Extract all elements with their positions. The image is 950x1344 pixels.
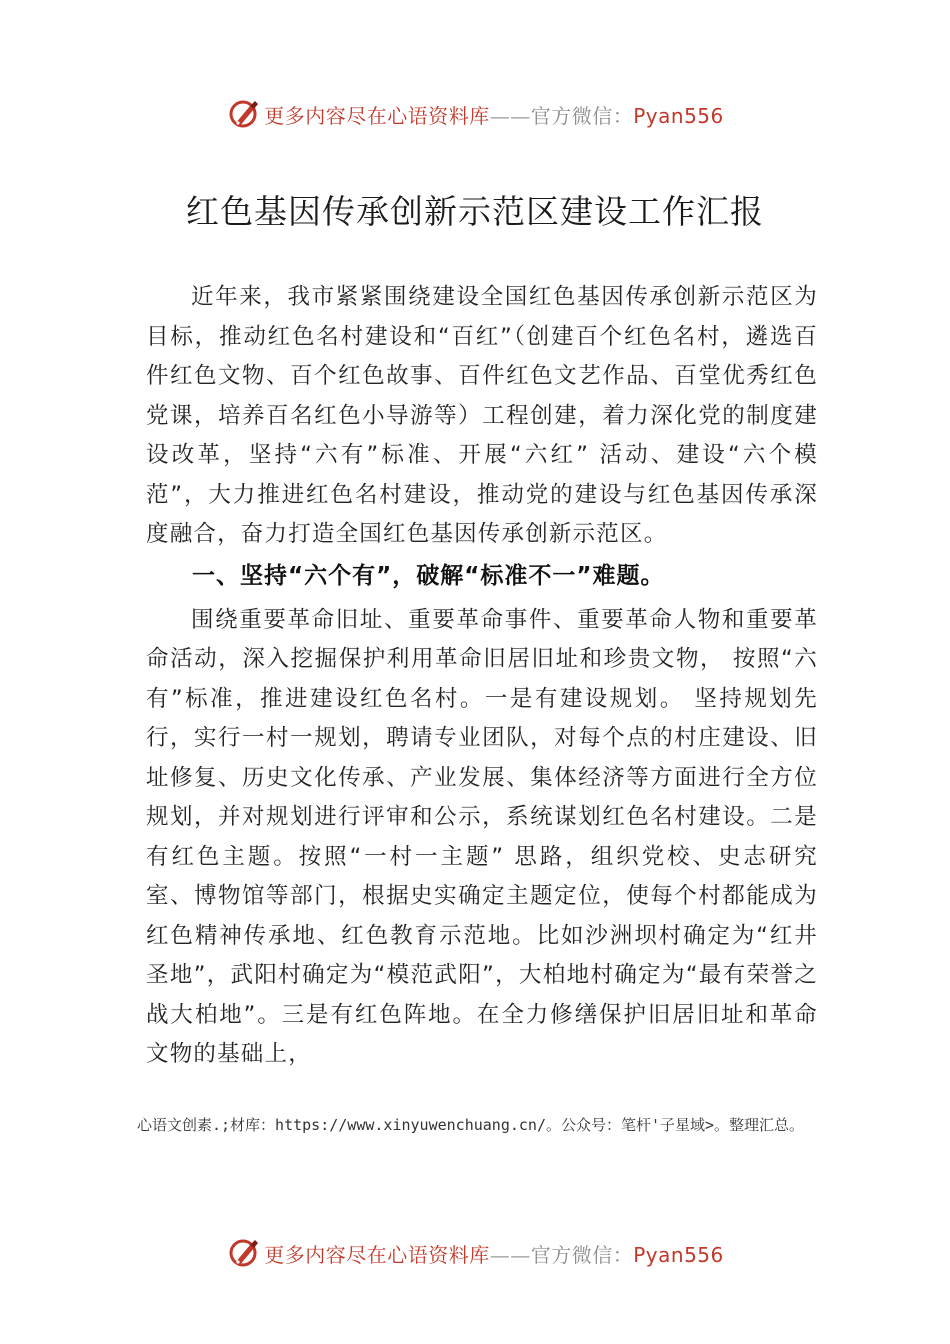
pen-nib-logo-icon	[226, 96, 262, 132]
banner-main-text: 更多内容尽在心语资料库	[264, 1242, 490, 1267]
banner-text	[264, 100, 724, 129]
banner-wechat-id: Pyan556	[633, 103, 724, 128]
banner-main-text: 更多内容尽在心语资料库	[264, 103, 490, 128]
banner-wechat-label: 官方微信：	[530, 1242, 634, 1267]
banner-dash: ——	[489, 1242, 531, 1267]
pen-nib-logo-icon	[226, 1235, 262, 1271]
header-banner	[0, 94, 950, 134]
banner-dash: ——	[489, 103, 531, 128]
paragraph-section-1: 围绕重要革命旧址、重要革命事件、重要革命人物和重要革命活动，深入挖掘保护利用革命旧居旧址和珍贵文物， 按照“六有”标准，推进建设红色名村。一是有建设规划。 坚持规划先行，实行一村一规划，聘请专业团队，对每个点的村庄建设、旧址修复、历史文化传承、产业发展、集体经济等方面进行全方位规划，并对规划进行评审和公示，系统谋划红色名村建设。二是有红色主题。按照“一村一主题” 思路，组织党校、史志研究室、博物馆等部门，根据史实确定主题定位，使每个村都能成为红色精神传承地、红色教育示范地。比如沙洲坝村确定为“红井圣地”，武阳村确定为“模范武阳”，大柏地村确定为“最有荣誉之战大柏地”。三是有红色阵地。在全力修缮保护旧居旧址和革命文物的基础上，	[146, 606, 818, 1067]
document-body	[146, 278, 818, 1075]
document-title: 红色基因传承创新示范区建设工作汇报	[186, 192, 764, 231]
banner-text	[264, 1239, 724, 1268]
section-heading-1: 一、坚持“六个有”，破解“标准不一”难题。	[192, 562, 665, 589]
footer-banner	[0, 1233, 950, 1273]
banner-wechat-id: Pyan556	[633, 1242, 724, 1267]
source-footnote: 心语文创素.;材库：https://www.xinyuwenchuang.cn/。公众号：笔杆'子星域>。整理汇总。	[137, 1116, 805, 1134]
banner-wechat-label: 官方微信：	[530, 103, 634, 128]
paragraph-intro: 近年来，我市紧紧围绕建设全国红色基因传承创新示范区为目标，推动红色名村建设和“百红”（创建百个红色名村，遴选百件红色文物、百个红色故事、百件红色文艺作品、百堂优秀红色党课，培养百名红色小导游等）工程创建，着力深化党的制度建设改革，坚持“六有”标准、开展“六红” 活动、建设“六个模范”，大力推进红色名村建设，推动党的建设与红色基因传承深度融合，奋力打造全国红色基因传承创新示范区。	[146, 284, 818, 547]
